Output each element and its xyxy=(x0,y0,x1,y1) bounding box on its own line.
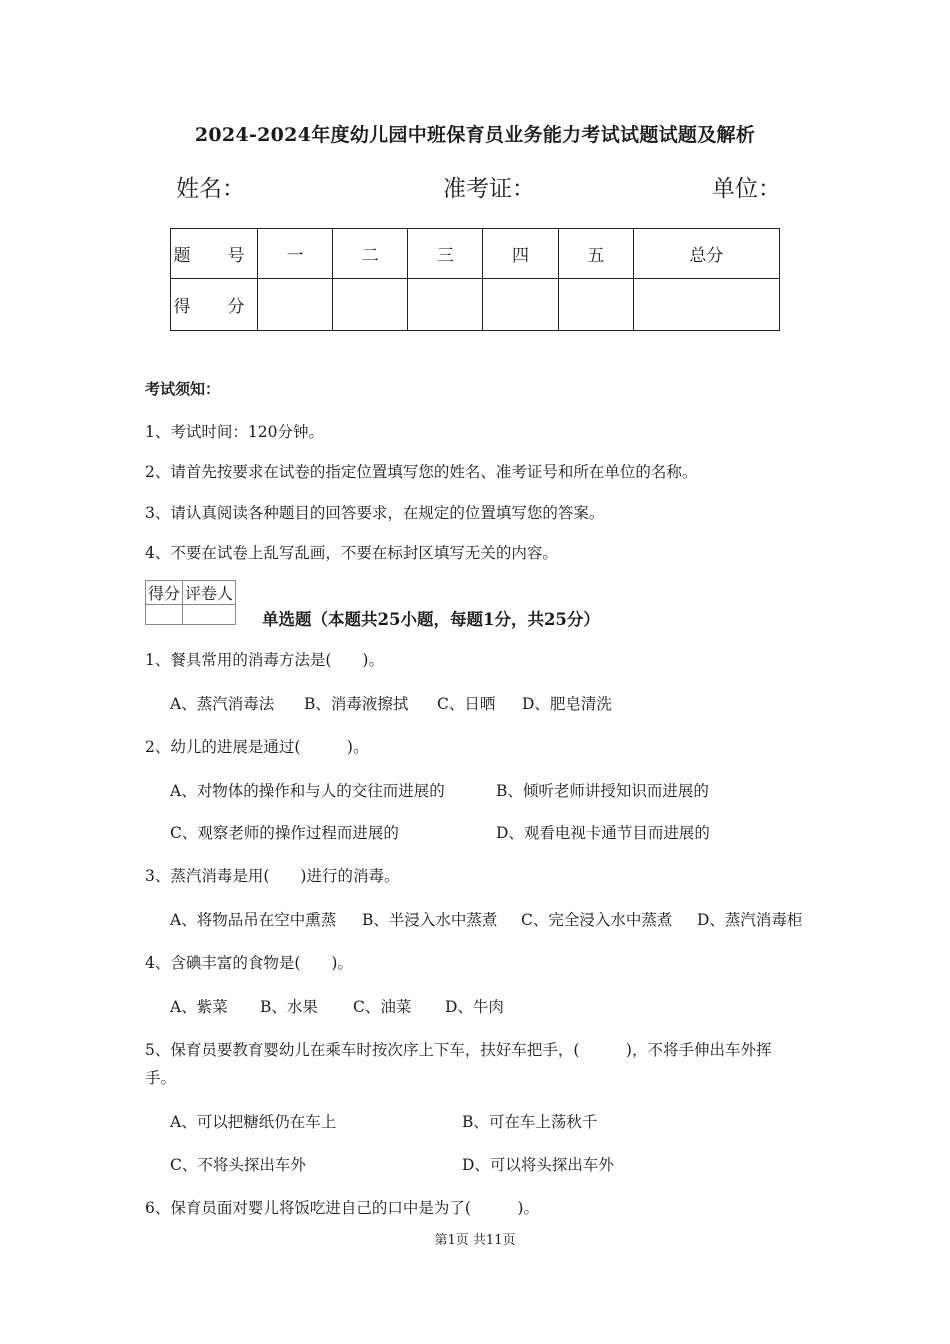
grader-score-cell[interactable] xyxy=(146,605,183,625)
page-title: 2024-2024年度幼儿园中班保育员业务能力考试试题试题及解析 xyxy=(194,124,756,146)
question-3-stem: 3、蒸汽消毒是用( )进行的消毒。 xyxy=(145,867,400,885)
score-cell-3[interactable] xyxy=(408,279,483,331)
question-4-option-d: D、牛肉 xyxy=(445,998,504,1016)
question-5-stem-line-1: 5、保育员要教育婴幼儿在乘车时按次序上下车，扶好车把手，( )，不将手伸出车外挥 xyxy=(145,1041,772,1059)
question-4-option-a: A、紫菜 xyxy=(170,998,228,1016)
score-cell-2[interactable] xyxy=(333,279,408,331)
question-3-option-c: C、完全浸入水中蒸煮 xyxy=(521,911,673,929)
question-3-option-a: A、将物品吊在空中熏蒸 xyxy=(170,911,337,929)
question-1-option-b: B、消毒液擦拭 xyxy=(304,695,409,713)
question-4-option-c: C、油菜 xyxy=(353,998,412,1016)
question-2-option-a: A、对物体的操作和与人的交往而进展的 xyxy=(170,782,445,800)
score-table-label-question-no: 题 号 xyxy=(171,229,258,279)
score-cell-total[interactable] xyxy=(633,279,779,331)
score-cell-1[interactable] xyxy=(258,279,333,331)
question-2-option-b: B、倾听老师讲授知识而进展的 xyxy=(496,782,709,800)
grader-reviewer-cell[interactable] xyxy=(183,605,236,625)
question-1-stem: 1、餐具常用的消毒方法是( )。 xyxy=(145,651,384,669)
score-table-col-total: 总分 xyxy=(633,229,779,279)
score-cell-5[interactable] xyxy=(558,279,633,331)
question-5-option-b: B、可在车上荡秋千 xyxy=(462,1113,598,1131)
score-table-score-row xyxy=(171,279,780,331)
grader-score-label: 得分 xyxy=(146,581,183,605)
question-3-option-d: D、蒸汽消毒柜 xyxy=(697,911,803,929)
grader-reviewer-label: 评卷人 xyxy=(183,581,236,605)
question-4-stem: 4、含碘丰富的食物是( )。 xyxy=(145,954,353,972)
question-3-option-b: B、半浸入水中蒸煮 xyxy=(362,911,498,929)
unit-field-label: 单位： xyxy=(712,176,781,202)
question-2-stem: 2、幼儿的进展是通过( )。 xyxy=(145,738,369,756)
exam-id-field-label: 准考证： xyxy=(443,176,535,202)
question-1-option-a: A、蒸汽消毒法 xyxy=(170,695,275,713)
score-table-header-row xyxy=(171,229,780,279)
score-table-col-4: 四 xyxy=(483,229,558,279)
question-1-option-d: D、肥皂清洗 xyxy=(522,695,612,713)
score-table-label-score: 得 分 xyxy=(171,279,258,331)
question-1-option-c: C、日晒 xyxy=(437,695,496,713)
section-title: 单选题（本题共25小题，每题1分，共25分） xyxy=(262,610,600,629)
question-6-stem: 6、保育员面对婴儿将饭吃进自己的口中是为了( )。 xyxy=(145,1199,539,1217)
question-2-option-d: D、观看电视卡通节目而进展的 xyxy=(496,824,710,842)
question-5-option-c: C、不将头探出车外 xyxy=(170,1156,306,1174)
score-table-col-3: 三 xyxy=(408,229,483,279)
question-2-option-c: C、观察老师的操作过程而进展的 xyxy=(170,824,399,842)
notice-item-1: 1、考试时间：120分钟。 xyxy=(145,423,324,441)
score-table-col-5: 五 xyxy=(558,229,633,279)
score-table-col-1: 一 xyxy=(258,229,333,279)
question-4-option-b: B、水果 xyxy=(260,998,318,1016)
notice-heading: 考试须知： xyxy=(145,380,221,398)
notice-item-3: 3、请认真阅读各种题目的回答要求，在规定的位置填写您的答案。 xyxy=(145,504,605,522)
notice-item-4: 4、不要在试卷上乱写乱画，不要在标封区填写无关的内容。 xyxy=(145,544,558,562)
score-cell-4[interactable] xyxy=(483,279,558,331)
question-5-stem-line-2: 手。 xyxy=(145,1069,177,1087)
page-footer: 第1页 共11页 xyxy=(434,1233,516,1248)
notice-item-2: 2、请首先按要求在试卷的指定位置填写您的姓名、准考证号和所在单位的名称。 xyxy=(145,463,698,481)
grader-box xyxy=(145,580,236,625)
name-field-label: 姓名： xyxy=(176,176,245,202)
score-table xyxy=(170,228,780,331)
score-table-col-2: 二 xyxy=(333,229,408,279)
question-5-option-a: A、可以把糖纸仍在车上 xyxy=(170,1113,337,1131)
question-5-option-d: D、可以将头探出车外 xyxy=(462,1156,614,1174)
